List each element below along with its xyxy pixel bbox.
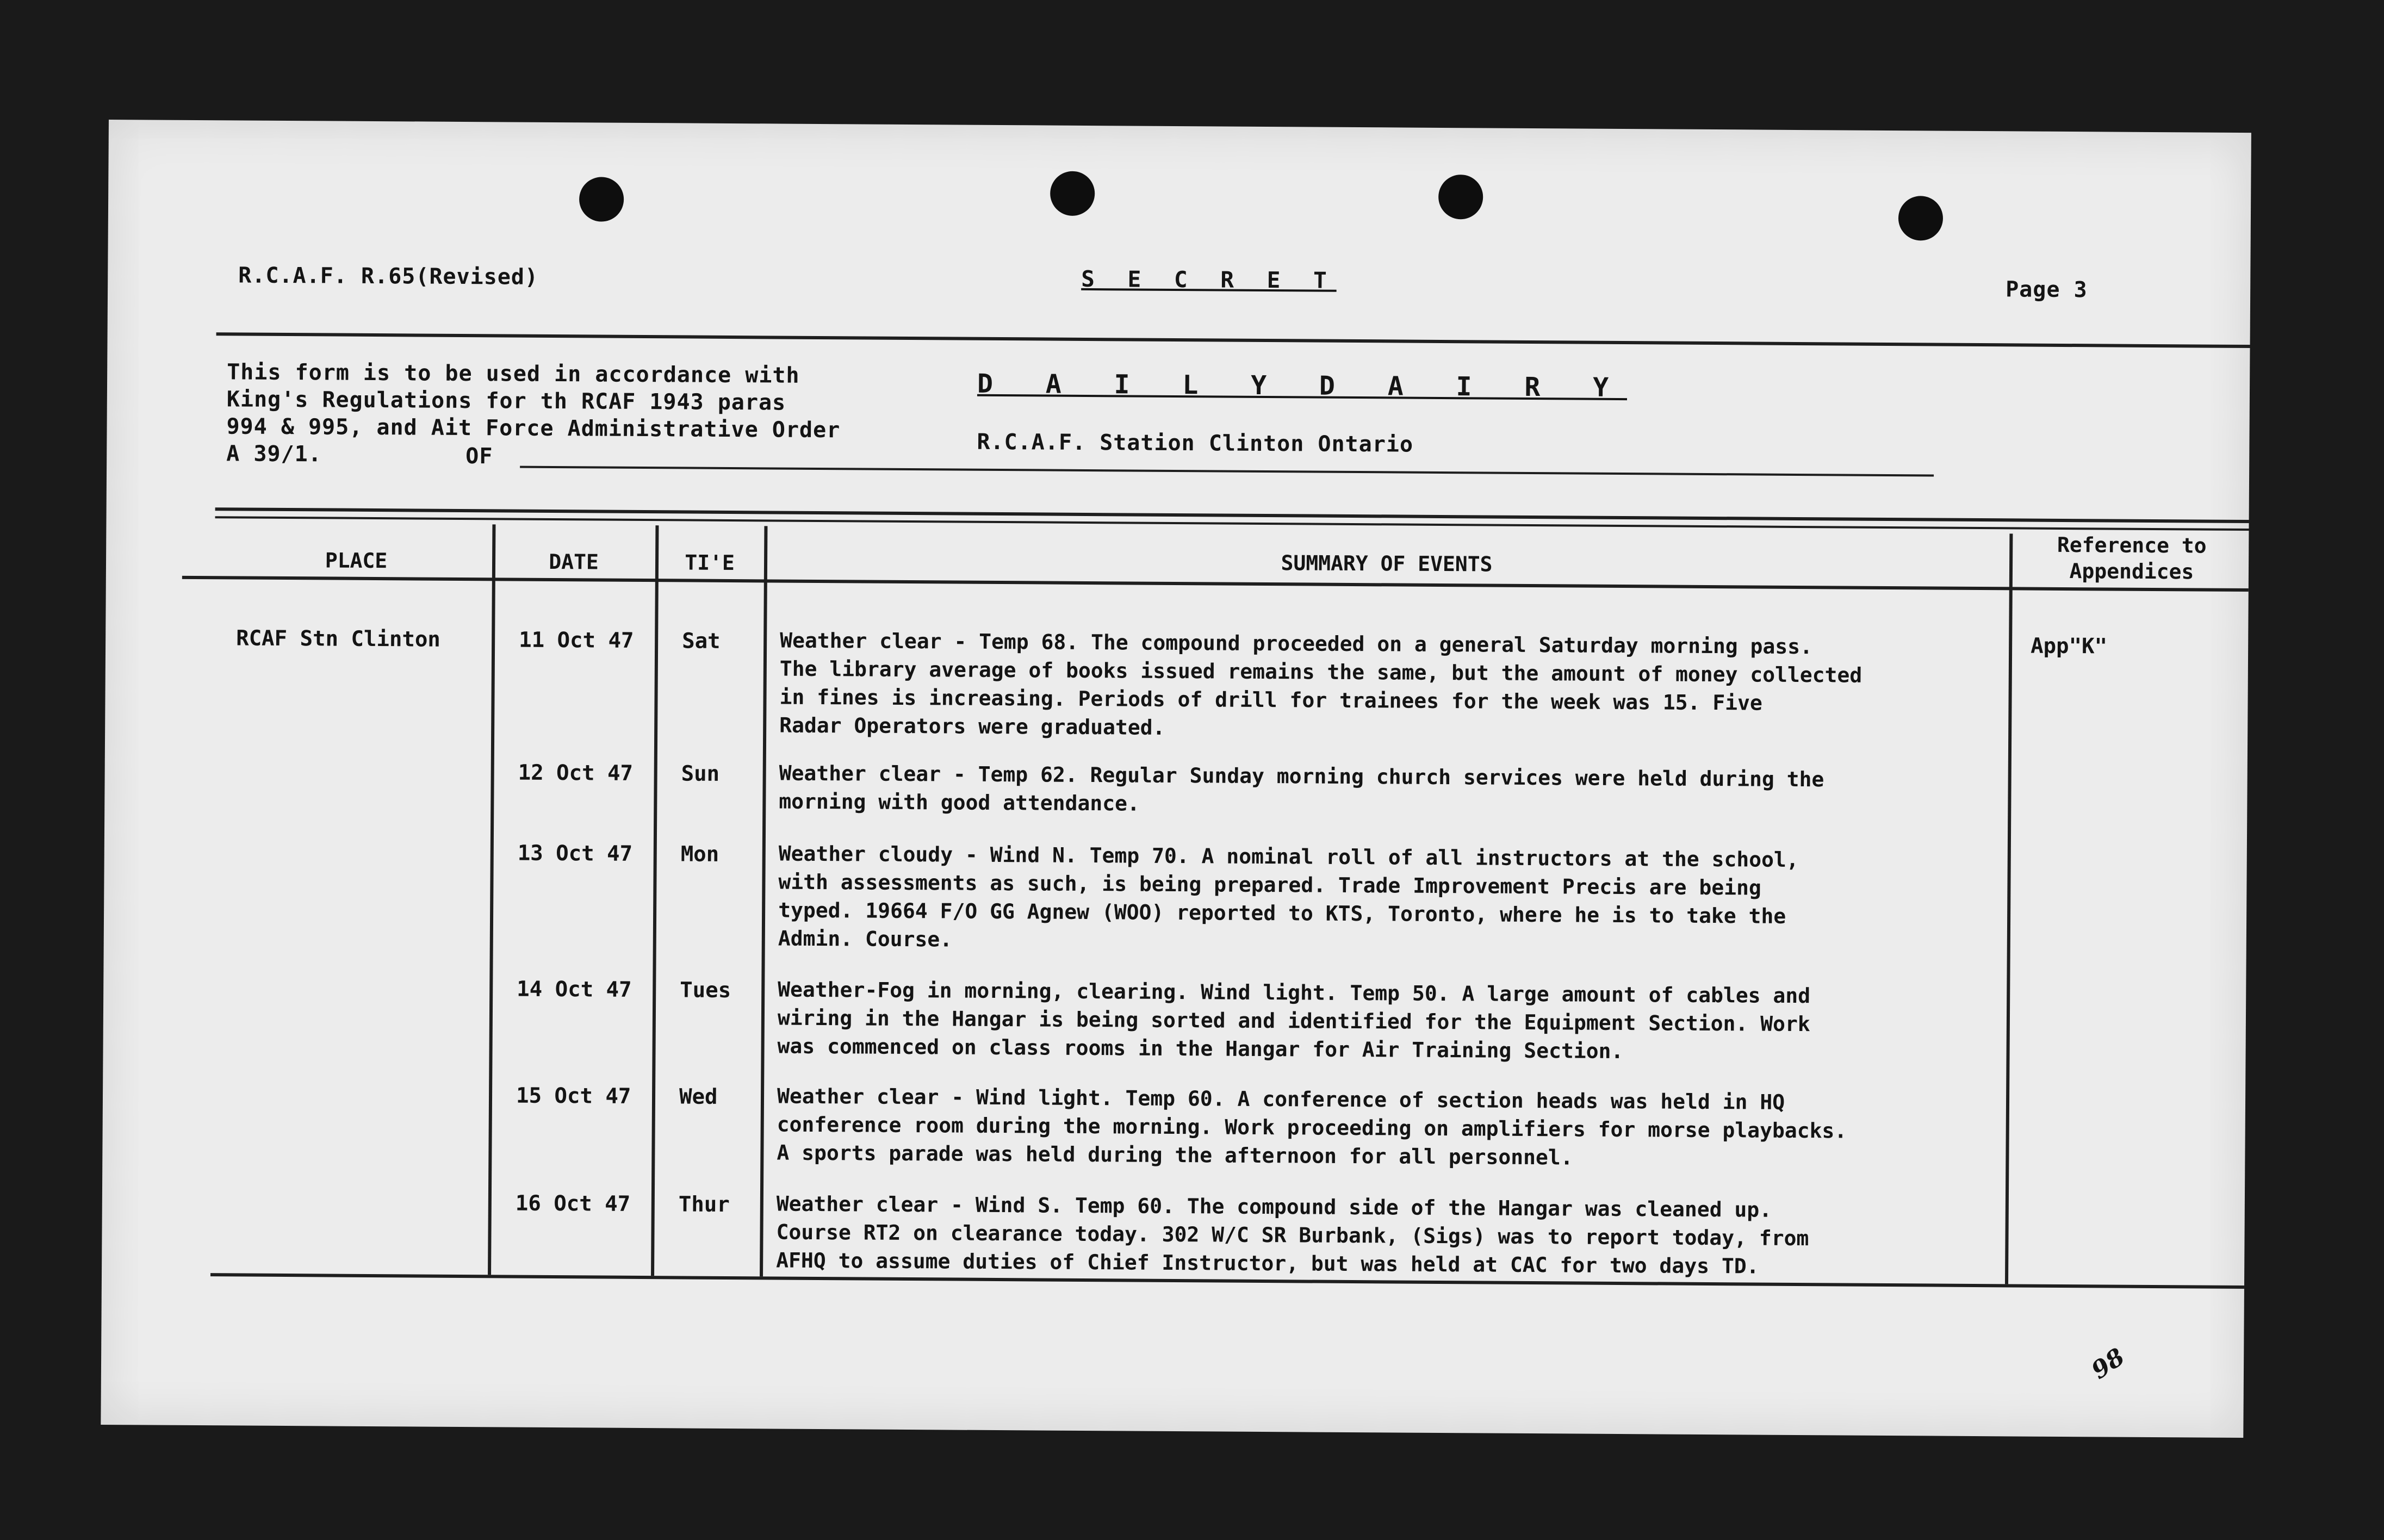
entry-date: 16 Oct 47: [515, 1191, 631, 1216]
punch-hole: [579, 177, 624, 221]
entry-date: 11 Oct 47: [519, 628, 634, 653]
entry-summary: Weather clear - Temp 68. The compound proceeded on a general Saturday morning pass. The library average of books issued remains the same, but the amount of money collected in fines is increasing. Periods of drill for trainees for the week was 15. Five Radar Operators were graduated.: [779, 628, 1862, 740]
column-rule: [760, 526, 767, 1276]
entry-reference: App"K": [2031, 634, 2108, 659]
handwritten-mark: 98: [2087, 1343, 2130, 1385]
punch-hole: [1050, 171, 1095, 216]
classification: S E C R E T: [1081, 265, 1337, 294]
entry-summary: Weather clear - Wind S. Temp 60. The compound side of the Hangar was cleaned up. Course RT2 on clearance today. 302 W/C SR Burbank, (Sigs) was to report today, from AFHQ to assume duties of Chief Instructor, but was held at CAC for two days TD.: [776, 1191, 1809, 1278]
instructions-line-2: King's Regulations for th RCAF 1943 paras: [226, 387, 786, 415]
form-id: R.C.A.F. R.65(Revised): [238, 263, 539, 290]
column-rule: [651, 525, 659, 1276]
punch-hole: [1898, 196, 1943, 240]
entry-day: Tues: [680, 978, 731, 1003]
entry-date: 14 Oct 47: [517, 977, 632, 1002]
entry-day: Mon: [680, 842, 719, 867]
diary-title: D A I L Y D A I R Y: [977, 368, 1628, 403]
entry-date: 13 Oct 47: [517, 841, 633, 866]
place-cell: RCAF Stn Clinton: [236, 626, 440, 652]
of-label: OF: [465, 444, 493, 469]
table-top-rule: [215, 507, 2249, 523]
column-header-date: DATE: [549, 549, 599, 574]
column-header-summary: SUMMARY OF EVENTS: [1281, 551, 1493, 576]
entry-date: 15 Oct 47: [516, 1083, 631, 1109]
divider: [216, 332, 2250, 348]
entry-day: Sat: [682, 629, 721, 654]
entry-day: Thur: [678, 1192, 730, 1218]
station-name: R.C.A.F. Station Clinton Ontario: [977, 429, 1414, 457]
column-rule: [488, 524, 495, 1275]
entry-day: Sun: [681, 761, 720, 786]
page-number: Page 3: [2006, 277, 2088, 303]
instructions-line-4: A 39/1.: [226, 441, 322, 467]
column-header-time: TI'E: [685, 550, 735, 575]
entry-summary: Weather clear - Temp 62. Regular Sunday morning church services were held during the morning with good attendance.: [779, 761, 1824, 816]
punch-hole: [1438, 175, 1483, 219]
of-underline: [520, 466, 1934, 477]
column-header-reference-2: Appendices: [2069, 559, 2194, 584]
entry-summary: Weather-Fog in morning, clearing. Wind light. Temp 50. A large amount of cables and wiring in the Hangar is being sorted and identified for the Equipment Section. Work was commenced on class rooms in the Hangar for Air Training Section.: [777, 977, 1811, 1064]
entry-day: Wed: [679, 1084, 718, 1109]
document-sheet: [101, 120, 2251, 1438]
column-header-reference: Reference to: [2057, 532, 2207, 558]
instructions-line-3: 994 & 995, and Ait Force Administrative Order: [226, 414, 841, 443]
entry-date: 12 Oct 47: [518, 760, 634, 786]
column-header-place: PLACE: [325, 548, 388, 573]
entry-summary: Weather cloudy - Wind N. Temp 70. A nominal roll of all instructors at the school, with assessments as such, is being prepared. Trade Improvement Precis are being typed. 19664 F/O GG Agnew (WOO) reported to KTS, Toronto, where he is to take the Admin. Course.: [778, 841, 1799, 952]
entry-summary: Weather clear - Wind light. Temp 60. A conference of section heads was held in HQ conference room during the morning. Work proceeding on amplifiers for morse playbacks. A sports parade was held during the afternoon for all personnel.: [777, 1084, 1847, 1170]
instructions-line-1: This form is to be used in accordance with: [227, 359, 800, 388]
